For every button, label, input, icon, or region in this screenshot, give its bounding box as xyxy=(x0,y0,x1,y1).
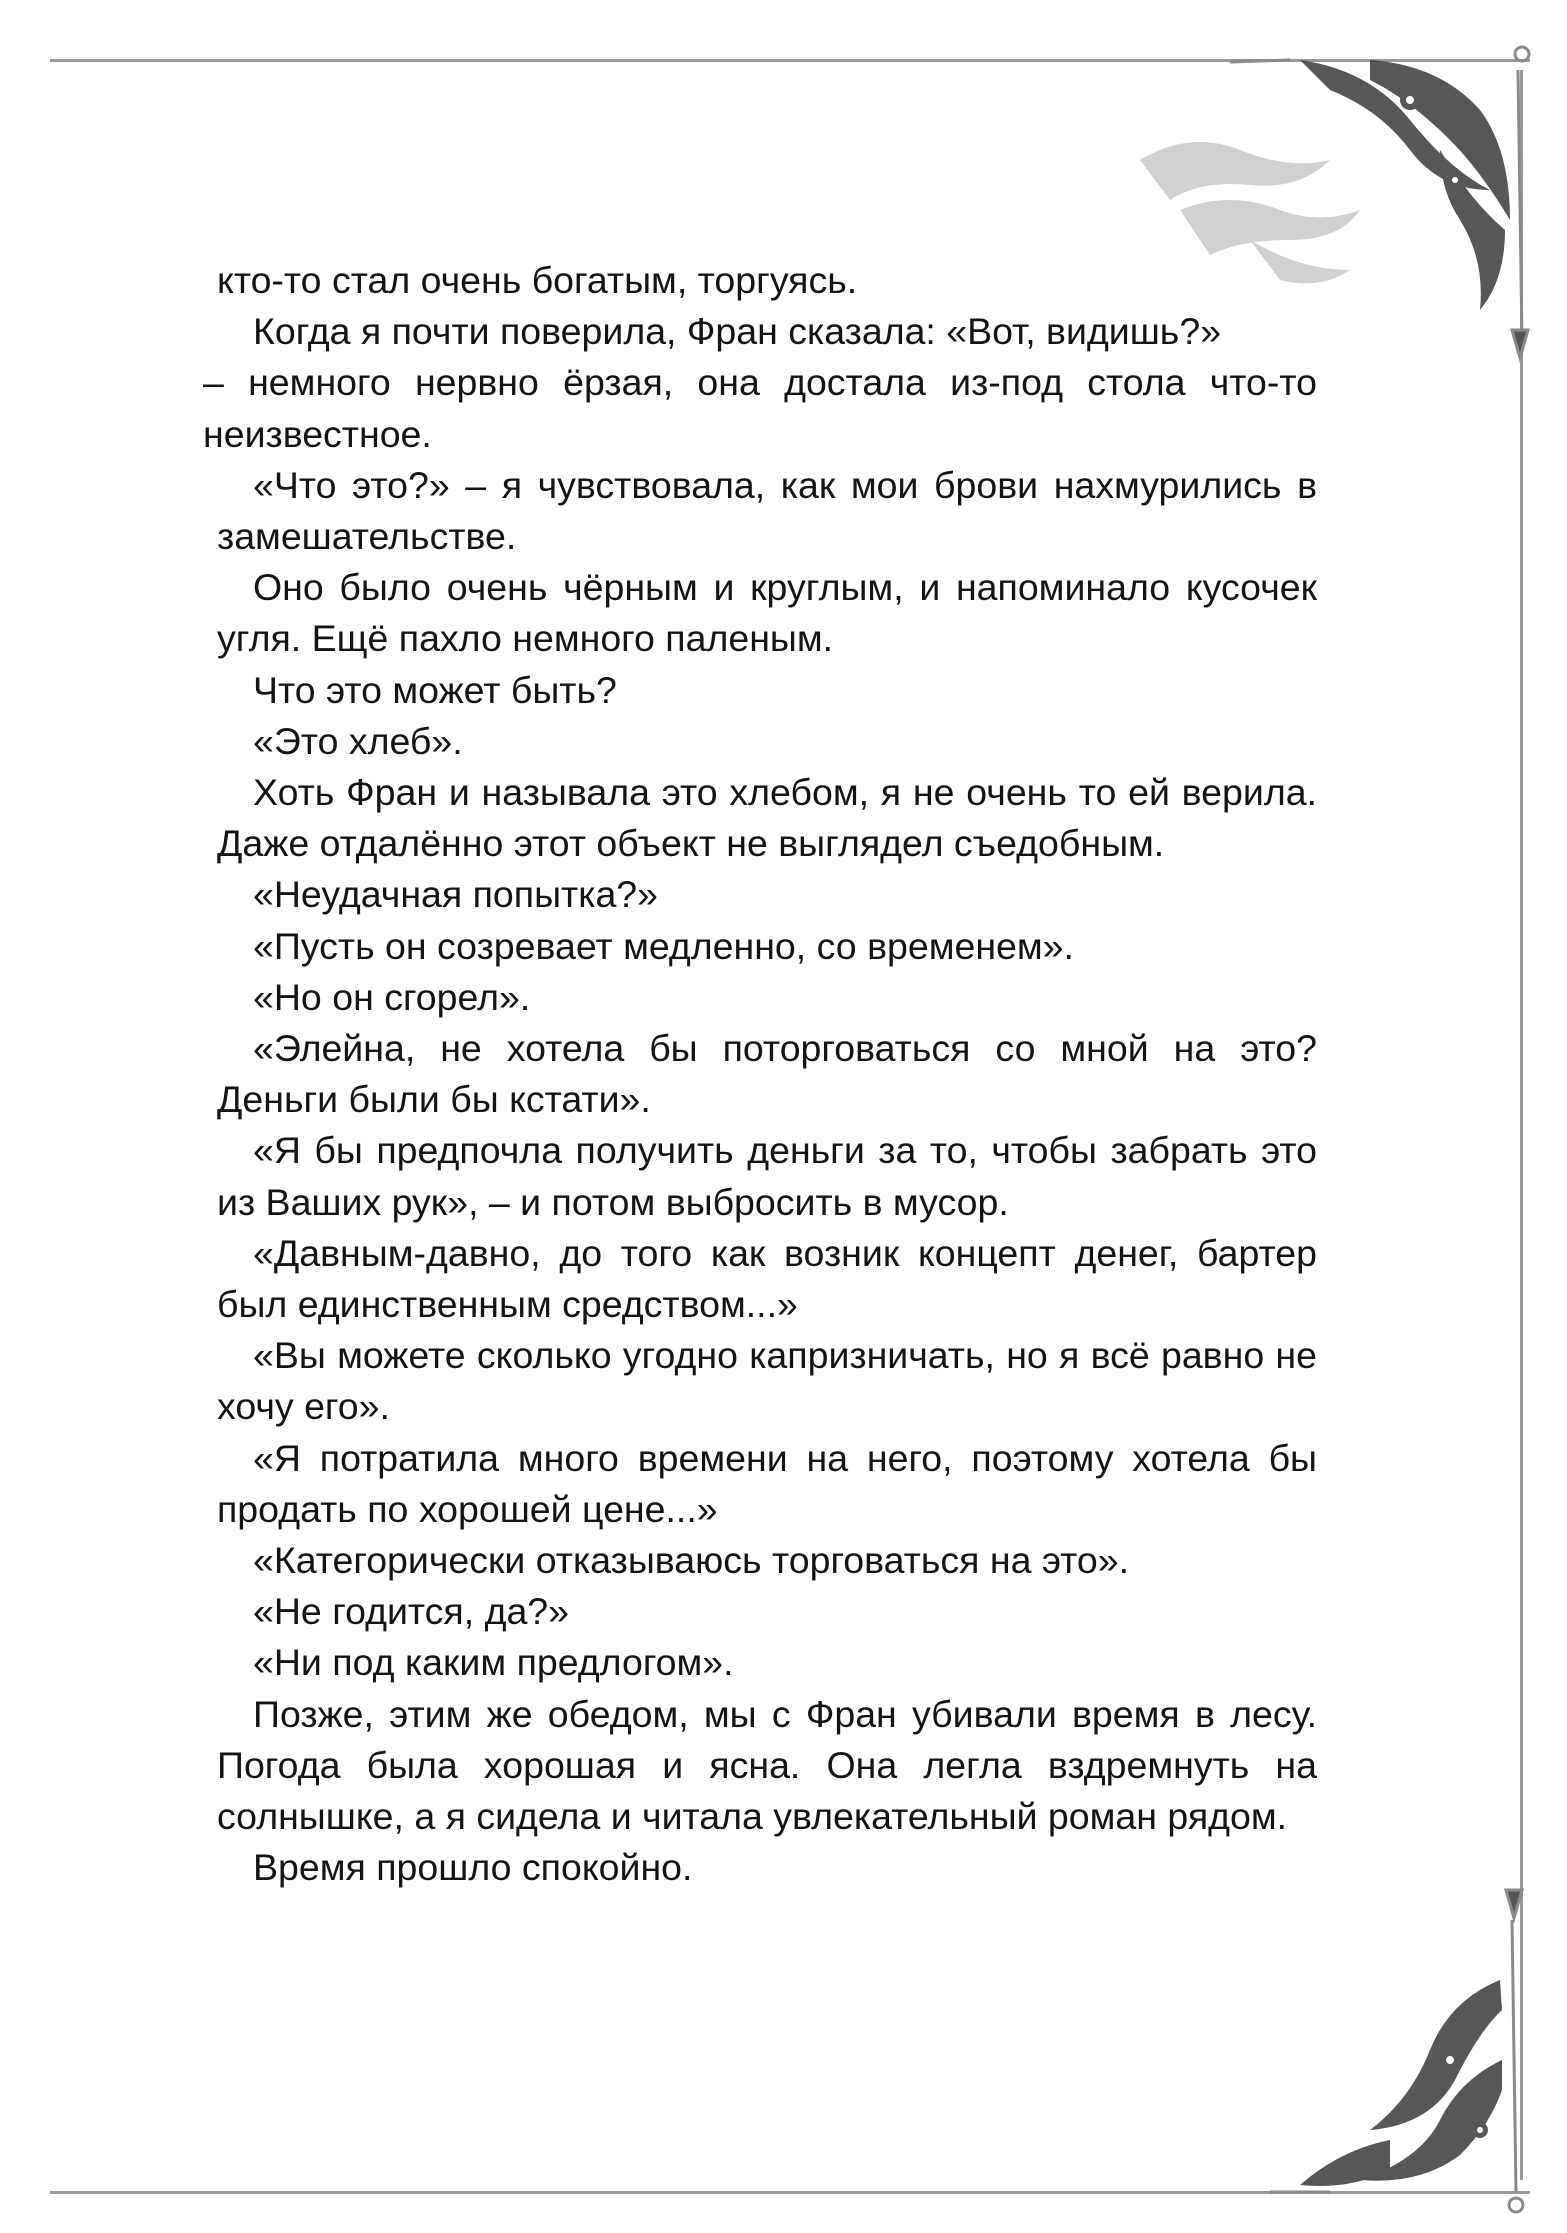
paragraph: Время прошло спокойно. xyxy=(253,1846,693,1889)
paragraph: Оно было очень чёрным и круглым, и напоминало кусочек угля. Ещё пахло немного паленым. xyxy=(217,566,1317,660)
paragraph: «Что это?» – я чувствовала, как мои брови нахмурились в замешательстве. xyxy=(217,463,1317,558)
paragraph: «Категорически отказываюсь торговаться на это». xyxy=(253,1539,1130,1582)
paragraph: «Не годится, да?» xyxy=(253,1590,570,1633)
paragraph: кто-то стал очень богатым, торгуясь. xyxy=(217,259,858,301)
paragraph: «Пусть он созревает медленно, со временем». xyxy=(253,924,1074,967)
paragraph: «Это хлеб». xyxy=(253,719,463,762)
paragraph: «Ни под каким предлогом». xyxy=(253,1641,734,1684)
body-text xyxy=(203,255,1317,1894)
paragraph: – немного нервно ёрзая, она достала из-под стола что-то неизвестное. xyxy=(203,361,1317,455)
paragraph: Хоть Фран и называла это хлебом, я не очень то ей верила. Даже отдалённо этот объект не выглядел съедобным. xyxy=(217,771,1317,865)
floral-corner-ornament-bottom-icon xyxy=(1190,1880,1550,2220)
paragraph: «Неудачная попытка?» xyxy=(253,873,659,916)
paragraph: Позже, этим же обедом, мы с Фран убивали время в лесу. Погода была хорошая и ясна. Она легла вздремнуть на солнышке, а я сидела и читала увлекательный роман рядом. xyxy=(217,1692,1317,1838)
paragraph: Что это может быть? xyxy=(253,668,617,711)
paragraph: «Вы можете сколько угодно капризничать, но я всё равно не хочу его». xyxy=(217,1334,1317,1428)
paragraph: «Я бы предпочла получить деньги за то, чтобы забрать это из Ваших рук», – и потом выбросить в мусор. xyxy=(217,1129,1317,1223)
paragraph: Когда я почти поверила, Фран сказала: «Вот, видишь?» xyxy=(253,310,1222,353)
paragraph: «Я потратила много времени на него, поэтому хотела бы продать по хорошей цене...» xyxy=(217,1436,1317,1530)
paragraph: «Элейна, не хотела бы поторговаться со мной на это? Деньги были бы кстати». xyxy=(217,1027,1317,1121)
paragraph: «Но он сгорел». xyxy=(253,975,531,1018)
right-border-rule xyxy=(1520,70,1523,2180)
paragraph: «Давным-давно, до того как возник концепт денег, бартер был единственным средством...» xyxy=(217,1231,1317,1326)
